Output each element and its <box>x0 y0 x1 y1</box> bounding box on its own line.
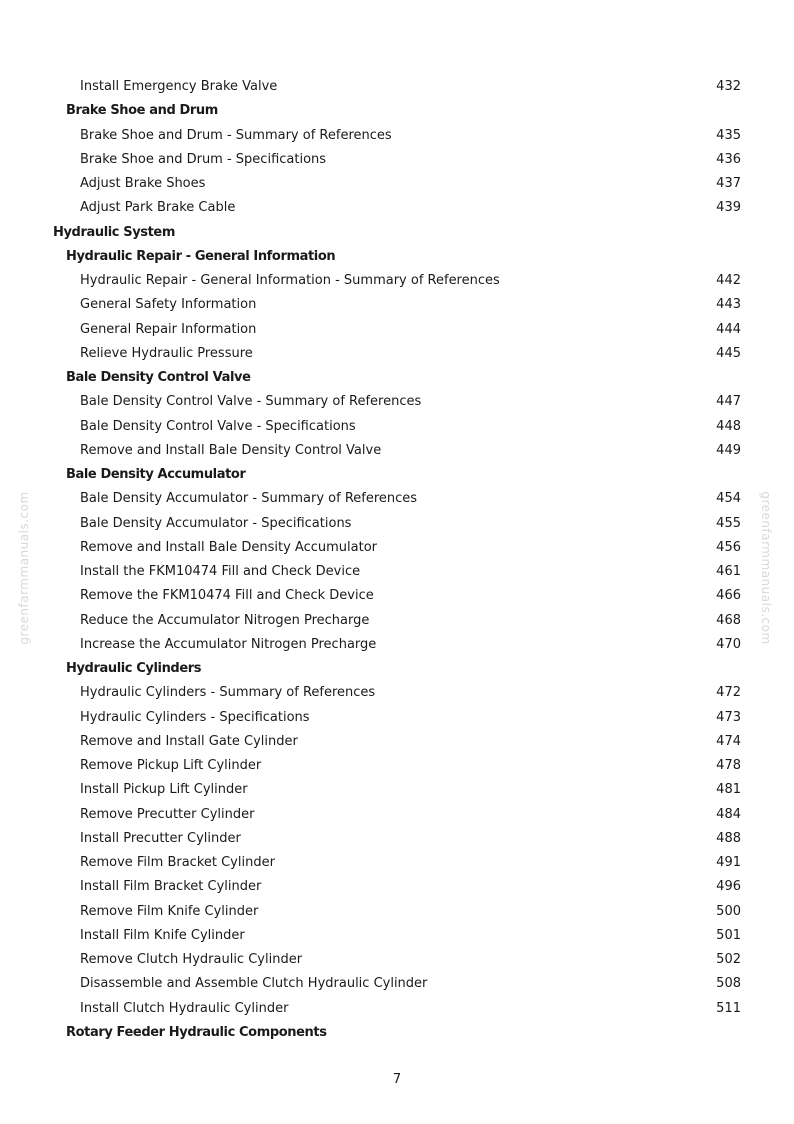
toc-entry-title: General Repair Information <box>80 321 257 337</box>
toc-entry-title: Adjust Park Brake Cable <box>80 200 236 216</box>
toc-entry-page-number: 435 <box>716 127 741 143</box>
toc-entry-title: Install the FKM10474 Fill and Check Device <box>80 564 361 579</box>
toc-entry-page-number: 456 <box>716 539 741 555</box>
toc-entry-title: Install Clutch Hydraulic Cylinder <box>80 1000 289 1016</box>
toc-entry-page-number: 445 <box>716 345 741 361</box>
toc-section-heading[interactable] <box>0 366 794 390</box>
toc-entry-title: Hydraulic Cylinders - Summary of References <box>80 685 376 701</box>
toc-entry-title: Hydraulic System <box>53 224 175 240</box>
toc-entry-title: Brake Shoe and Drum - Summary of References <box>80 127 392 143</box>
toc-entry[interactable] <box>0 900 794 924</box>
toc-entry[interactable] <box>0 803 794 827</box>
toc-section-heading[interactable] <box>0 1021 794 1045</box>
toc-entry[interactable] <box>0 875 794 899</box>
toc-entry-title: Disassemble and Assemble Clutch Hydraulic Cylinder <box>80 976 428 992</box>
toc-entry-page-number: 473 <box>716 709 741 725</box>
toc-entry[interactable] <box>0 439 794 463</box>
toc-entry-page-number: 442 <box>716 273 741 288</box>
toc-entry[interactable] <box>0 172 794 196</box>
toc-entry-title: Install Film Knife Cylinder <box>80 927 245 943</box>
toc-entry[interactable] <box>0 997 794 1021</box>
toc-entry[interactable] <box>0 706 794 730</box>
toc-entry[interactable] <box>0 972 794 996</box>
toc-entry-page-number: 488 <box>716 830 741 846</box>
toc-entry-page-number: 501 <box>716 927 741 943</box>
toc-entry[interactable] <box>0 269 794 293</box>
toc-entry-title: Remove Precutter Cylinder <box>80 806 255 822</box>
toc-entry[interactable] <box>0 778 794 802</box>
watermark-right: greenfarmmanuals.com <box>759 491 773 645</box>
toc-entry[interactable] <box>0 560 794 584</box>
toc-entry[interactable] <box>0 342 794 366</box>
toc-entry[interactable] <box>0 924 794 948</box>
toc-entry-page-number: 436 <box>716 151 741 167</box>
toc-entry-title: Hydraulic Cylinders - Specifications <box>80 709 310 725</box>
toc-entry-page-number: 437 <box>716 176 741 191</box>
toc-entry-page-number: 470 <box>716 636 741 652</box>
toc-section-heading[interactable] <box>0 99 794 123</box>
toc-entry-title: Remove Film Bracket Cylinder <box>80 855 275 870</box>
toc-entry[interactable] <box>0 730 794 754</box>
toc-entry-title: Reduce the Accumulator Nitrogen Precharge <box>80 612 370 628</box>
toc-entry-title: Adjust Brake Shoes <box>80 176 206 191</box>
toc-entry-page-number: 472 <box>716 685 741 701</box>
toc-entry-page-number: 443 <box>716 297 741 313</box>
toc-entry-title: Install Pickup Lift Cylinder <box>80 782 248 798</box>
toc-entry-title: Brake Shoe and Drum <box>66 103 218 119</box>
toc-entry[interactable] <box>0 633 794 657</box>
toc-entry-page-number: 444 <box>716 321 741 337</box>
toc-entry-title: Hydraulic Repair - General Information <box>66 248 336 264</box>
toc-entry-title: Bale Density Accumulator <box>66 467 246 482</box>
toc-entry-title: Remove Clutch Hydraulic Cylinder <box>80 952 303 967</box>
toc-entry[interactable] <box>0 196 794 220</box>
toc-entry-title: Remove Pickup Lift Cylinder <box>80 758 262 773</box>
toc-entry-page-number: 447 <box>716 394 741 410</box>
toc-entry-title: Bale Density Control Valve - Summary of References <box>80 394 422 410</box>
toc-entry[interactable] <box>0 948 794 972</box>
toc-entry-title: Install Film Bracket Cylinder <box>80 879 262 895</box>
toc-entry-title: Hydraulic Repair - General Information - Summary of References <box>80 273 500 288</box>
toc-section-heading[interactable] <box>0 463 794 487</box>
toc-entry[interactable] <box>0 827 794 851</box>
toc-entry-page-number: 455 <box>716 515 741 531</box>
toc-entry[interactable] <box>0 536 794 560</box>
page-number: 7 <box>392 1072 402 1087</box>
toc-entry-title: Remove and Install Bale Density Accumulator <box>80 539 378 555</box>
toc-entry-title: Rotary Feeder Hydraulic Components <box>66 1024 327 1040</box>
toc-entry-title: Bale Density Accumulator - Specifications <box>80 515 352 531</box>
toc-entry[interactable] <box>0 512 794 536</box>
toc-entry-page-number: 466 <box>716 588 741 604</box>
toc-entry-title: Remove and Install Bale Density Control Valve <box>80 442 382 458</box>
toc-entry[interactable] <box>0 609 794 633</box>
toc-chapter-heading[interactable] <box>0 221 794 245</box>
toc-entry-page-number: 439 <box>716 200 741 216</box>
toc-entry-page-number: 448 <box>716 418 741 434</box>
toc-entry-title: Install Emergency Brake Valve <box>80 79 278 94</box>
table-of-contents <box>0 75 794 1045</box>
toc-entry-title: General Safety Information <box>80 297 257 313</box>
toc-entry-title: Hydraulic Cylinders <box>66 661 202 676</box>
toc-entry-page-number: 496 <box>716 879 741 895</box>
toc-entry[interactable] <box>0 390 794 414</box>
toc-entry-page-number: 474 <box>716 733 741 749</box>
toc-entry-title: Brake Shoe and Drum - Specifications <box>80 151 327 167</box>
toc-entry[interactable] <box>0 415 794 439</box>
toc-entry-title: Bale Density Control Valve - Specifications <box>80 418 356 434</box>
toc-entry-page-number: 461 <box>716 564 741 579</box>
toc-section-heading[interactable] <box>0 657 794 681</box>
toc-entry-title: Bale Density Accumulator - Summary of References <box>80 491 418 507</box>
toc-entry-page-number: 468 <box>716 612 741 628</box>
toc-entry-title: Install Precutter Cylinder <box>80 830 241 846</box>
toc-entry-page-number: 502 <box>716 952 741 967</box>
toc-entry[interactable] <box>0 681 794 705</box>
toc-entry-page-number: 478 <box>716 758 741 773</box>
toc-entry-title: Remove Film Knife Cylinder <box>80 903 259 919</box>
toc-entry[interactable] <box>0 124 794 148</box>
toc-entry-title: Remove and Install Gate Cylinder <box>80 733 298 749</box>
toc-entry[interactable] <box>0 318 794 342</box>
toc-entry-title: Bale Density Control Valve <box>66 370 251 385</box>
watermark-left: greenfarmmanuals.com <box>17 491 31 645</box>
toc-entry-title: Increase the Accumulator Nitrogen Precharge <box>80 636 377 652</box>
toc-entry[interactable] <box>0 148 794 172</box>
toc-entry-page-number: 511 <box>716 1000 741 1016</box>
toc-entry-page-number: 481 <box>716 782 741 798</box>
toc-entry-title: Relieve Hydraulic Pressure <box>80 345 253 361</box>
toc-entry[interactable] <box>0 487 794 511</box>
toc-entry-page-number: 449 <box>716 442 741 458</box>
toc-entry-page-number: 500 <box>716 903 741 919</box>
toc-entry[interactable] <box>0 584 794 608</box>
toc-entry[interactable] <box>0 75 794 99</box>
toc-section-heading[interactable] <box>0 245 794 269</box>
toc-entry[interactable] <box>0 851 794 875</box>
toc-entry-page-number: 484 <box>716 806 741 822</box>
toc-entry[interactable] <box>0 293 794 317</box>
toc-entry-page-number: 432 <box>716 79 741 94</box>
toc-entry-page-number: 491 <box>716 855 741 870</box>
toc-entry-title: Remove the FKM10474 Fill and Check Device <box>80 588 374 604</box>
toc-entry[interactable] <box>0 754 794 778</box>
toc-entry-page-number: 508 <box>716 976 741 992</box>
toc-entry-page-number: 454 <box>716 491 741 507</box>
